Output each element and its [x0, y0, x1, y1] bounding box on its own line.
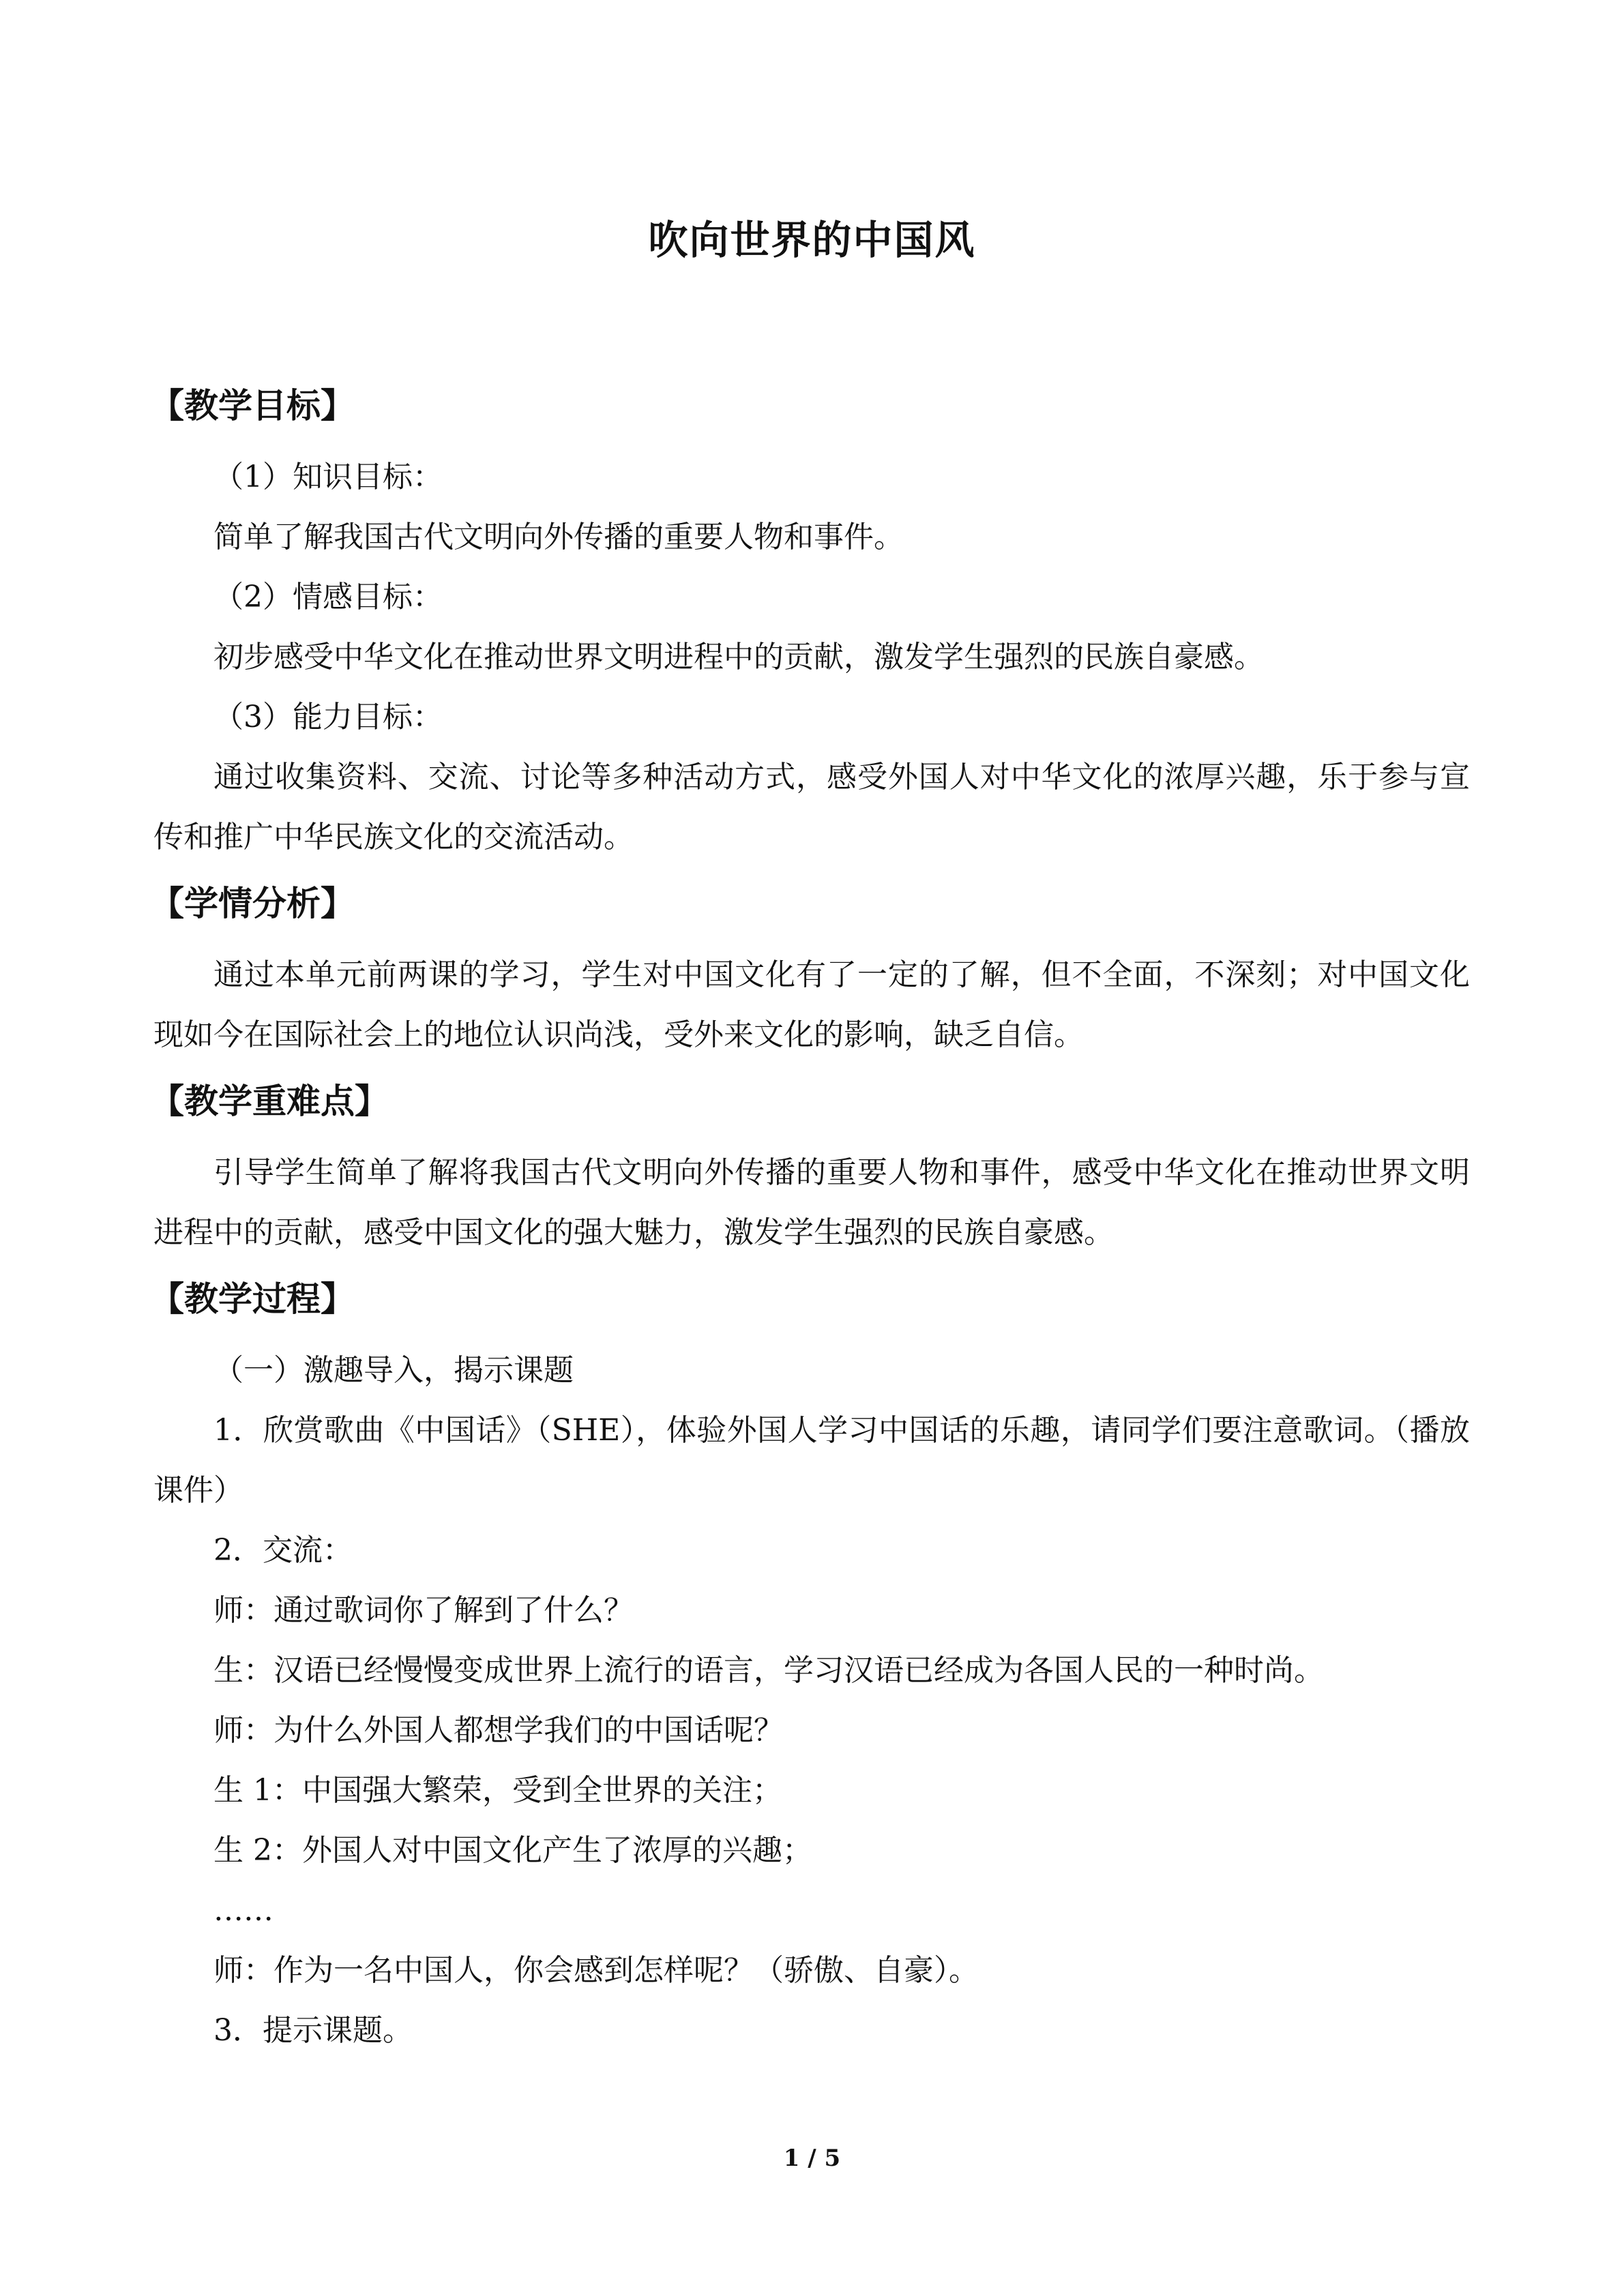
goal-ability-text: 通过收集资料、交流、讨论等多种活动方式，感受外国人对中华文化的浓厚兴趣，乐于参与宣传和推广中华民族文化的交流活动。: [153, 760, 1470, 854]
dialogue-line-4: 生 1：中国强大繁荣，受到全世界的关注；: [213, 1773, 782, 1808]
section-heading-analysis: 【学情分析】: [150, 884, 355, 923]
dialogue-ellipsis: ……: [213, 1893, 274, 1928]
section-heading-key-points: 【教学重难点】: [150, 1082, 389, 1121]
document-body: [150, 382, 1470, 2061]
dialogue-line-2: 生：汉语已经慢慢变成世界上流行的语言，学习汉语已经成为各国人民的一种时尚。: [213, 1653, 1324, 1688]
goal-knowledge-label: （1）知识目标：: [213, 460, 443, 494]
dialogue-line-3: 师：为什么外国人都想学我们的中国话呢？: [213, 1713, 784, 1748]
section-heading-process: 【教学过程】: [150, 1279, 355, 1319]
process-part-1: （一）激趣导入，揭示课题: [213, 1353, 574, 1388]
goal-knowledge-text: 简单了解我国古代文明向外传播的重要人物和事件。: [213, 520, 904, 554]
dialogue-line-5: 生 2：外国人对中国文化产生了浓厚的兴趣；: [213, 1833, 812, 1868]
dialogue-line-1: 师：通过歌词你了解到了什么？: [213, 1593, 634, 1628]
key-points-text: 引导学生简单了解将我国古代文明向外传播的重要人物和事件，感受中华文化在推动世界文明进程中的贡献，感受中国文化的强大魅力，激发学生强烈的民族自豪感。: [153, 1155, 1470, 1250]
dialogue-line-6: 师：作为一名中国人，你会感到怎样呢？（骄傲、自豪）。: [213, 1953, 979, 1988]
goal-emotion-text: 初步感受中华文化在推动世界文明进程中的贡献，激发学生强烈的民族自豪感。: [213, 640, 1264, 674]
section-heading-goals: 【教学目标】: [150, 386, 355, 426]
goal-ability-label: （3）能力目标：: [213, 700, 443, 734]
document-title: 吹向世界的中国风: [648, 217, 976, 263]
goal-emotion-label: （2）情感目标：: [213, 580, 443, 614]
process-step-3: 3．提示课题。: [213, 2013, 413, 2048]
process-step-1: 1．欣赏歌曲《中国话》（SHE），体验外国人学习中国话的乐趣，请同学们要注意歌词。（播放课件）: [153, 1413, 1470, 1508]
page-number: 1 / 5: [783, 2145, 841, 2172]
process-step-2: 2．交流：: [213, 1533, 353, 1568]
analysis-text: 通过本单元前两课的学习，学生对中国文化有了一定的了解，但不全面，不深刻；对中国文化现如今在国际社会上的地位认识尚浅，受外来文化的影响，缺乏自信。: [153, 957, 1470, 1052]
